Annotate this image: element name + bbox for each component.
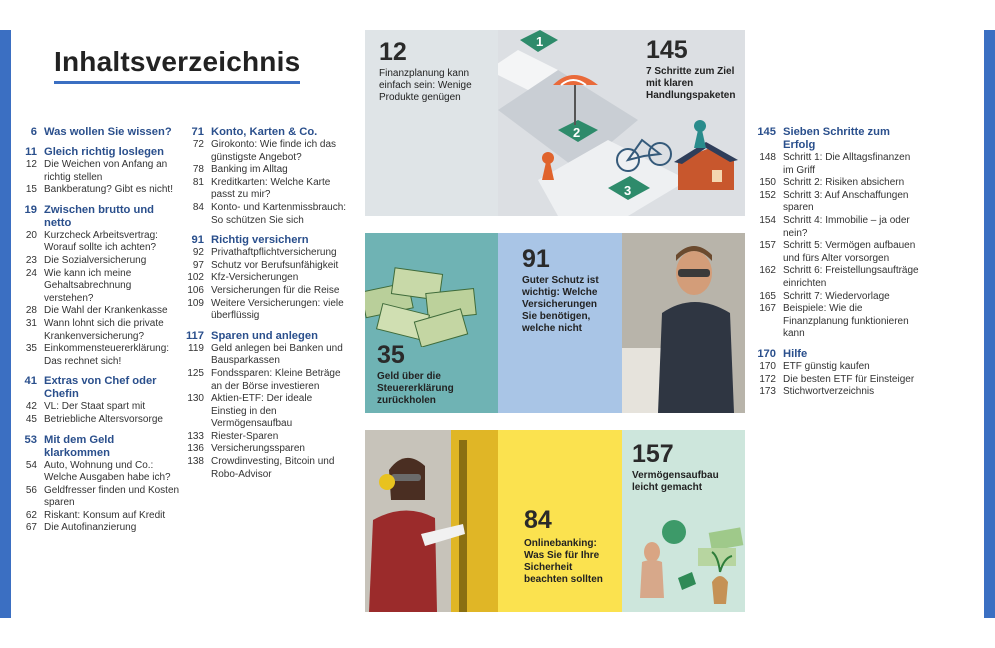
page-edge-right [984, 30, 995, 618]
toc-heading-text: Mit dem Geld klarkommen [44, 433, 115, 459]
toc-page-number: 41 [24, 375, 37, 388]
toc-entry-text: Schritt 7: Wiedervorlage [783, 290, 890, 302]
tile-145 [498, 30, 745, 216]
tile-84-caption: Onlinebanking: Was Sie für Ihre Sicherheit beachten sollten [524, 538, 603, 585]
toc-entry[interactable] [11, 255, 181, 268]
toc-entry[interactable] [750, 303, 920, 341]
toc-page-number: 133 [187, 430, 204, 442]
toc-entry[interactable] [750, 190, 920, 215]
toc-page-number: 97 [192, 259, 204, 271]
toc-entry-text: Die Sozialversicherung [44, 254, 147, 266]
toc-entry[interactable] [178, 298, 350, 323]
toc-entry[interactable] [11, 510, 181, 523]
toc-page-number: 92 [192, 247, 204, 259]
toc-entry[interactable] [11, 268, 181, 306]
toc-entry-text: Bankberatung? Gibt es nicht! [44, 184, 173, 196]
toc-page-number: 67 [25, 522, 37, 534]
toc-entry[interactable] [11, 522, 181, 535]
toc-page-number: 24 [25, 267, 37, 279]
toc-page-number: 42 [25, 401, 37, 413]
toc-entry[interactable] [178, 443, 350, 456]
toc-entry[interactable] [178, 164, 350, 177]
tile-157-caption: Vermögensaufbau leicht gemacht [632, 470, 719, 493]
toc-entry-text: Schritt 6: Freistellungsaufträge einrichten [783, 265, 919, 289]
toc-entry[interactable] [178, 456, 350, 481]
toc-page-number: 91 [191, 234, 204, 247]
toc-entry-text: Kreditkarten: Welche Karte passt zu mir? [211, 176, 331, 201]
toc-page-number: 53 [24, 433, 37, 446]
toc-entry-text: Geld anlegen bei Banken und Bausparkassen [211, 342, 343, 367]
tile-12 [365, 30, 498, 216]
toc-section [11, 204, 181, 369]
tile-84-number: 84 [524, 506, 552, 534]
toc-page-number: 102 [187, 272, 204, 284]
toc-heading-text: Extras von Chef oder Chefin [44, 375, 157, 401]
tile-12-number: 12 [379, 38, 407, 66]
toc-page-number: 119 [188, 342, 204, 354]
tile-12-caption: Finanzplanung kann einfach sein: Wenige Produkte genügen [379, 68, 472, 103]
toc-page-number: 117 [185, 329, 204, 342]
toc-heading-text: Was wollen Sie wissen? [44, 126, 172, 138]
toc-entry[interactable] [178, 272, 350, 285]
toc-entry[interactable] [178, 368, 350, 393]
toc-page-number: 170 [757, 347, 776, 360]
toc-entry[interactable] [178, 431, 350, 444]
toc-entry-text: Aktien-ETF: Der ideale Einstieg in den Vermögensaufbau [211, 393, 313, 430]
toc-entry[interactable] [11, 414, 181, 427]
toc-entry[interactable] [750, 374, 920, 387]
toc-page-number: 12 [25, 159, 37, 170]
toc-entry-text: Schritt 5: Vermögen aufbauen und fürs Alter vorsorgen [783, 240, 916, 264]
toc-page-number: 11 [25, 146, 37, 158]
toc-entry-text: ETF günstig kaufen [783, 360, 870, 372]
toc-entry[interactable] [750, 291, 920, 304]
toc-section [178, 126, 350, 227]
toc-entry[interactable] [11, 230, 181, 255]
toc-section [11, 434, 181, 536]
toc-page-number: 150 [759, 177, 776, 189]
toc-section-heading[interactable] [11, 204, 181, 230]
toc-column-1 [11, 126, 181, 542]
toc-heading-text: Sieben Schritte zum Erfolg [783, 126, 890, 151]
tile-157 [622, 430, 745, 612]
toc-entry-text: Schritt 4: Immobilie – ja oder nein? [783, 214, 910, 239]
toc-entry-text: Schritt 3: Auf Anschaffungen sparen [783, 189, 909, 214]
toc-section [11, 375, 181, 426]
toc-page-number: 62 [25, 509, 37, 521]
toc-page-number: 6 [30, 126, 37, 138]
toc-entry-text: Crowdinvesting, Bitcoin und Robo-Advisor [211, 456, 335, 480]
toc-entry[interactable] [750, 215, 920, 240]
toc-page-number: 145 [757, 126, 776, 138]
toc-entry[interactable] [750, 361, 920, 374]
toc-column-2 [178, 126, 350, 488]
board-game-illustration [498, 30, 745, 216]
toc-page-number: 23 [25, 254, 37, 266]
tile-35-number: 35 [377, 341, 405, 369]
toc-section [178, 330, 350, 482]
toc-entry[interactable] [178, 247, 350, 260]
toc-section [11, 126, 181, 139]
toc-page-number: 167 [759, 303, 776, 315]
toc-entry[interactable] [178, 139, 350, 164]
toc-entry-text: Kurzcheck Arbeitsvertrag: Worauf sollte ich achten? [44, 229, 158, 254]
page-edge-left [0, 30, 11, 618]
toc-page-number: 162 [759, 265, 776, 277]
toc-section-heading[interactable] [11, 146, 181, 159]
toc-page-number: 72 [192, 139, 204, 150]
industrial-worker-photo [365, 430, 498, 612]
tile-35 [365, 233, 498, 413]
toc-section [178, 234, 350, 323]
toc-page-number: 71 [191, 126, 204, 138]
tile-91-caption: Guter Schutz ist wichtig: Welche Versicherungen Sie benötigen, welche nicht [522, 275, 599, 334]
toc-section-heading[interactable] [178, 330, 350, 343]
toc-entry-text: Banking im Alltag [211, 164, 288, 176]
toc-section-heading[interactable] [750, 126, 920, 152]
toc-entry-text: Stichwortverzeichnis [783, 386, 875, 398]
tile-157-number: 157 [632, 440, 674, 468]
toc-page-number: 28 [25, 305, 37, 317]
toc-page-number: 20 [25, 229, 37, 241]
toc-page-number: 138 [187, 456, 204, 468]
toc-entry-text: Geldfresser finden und Kosten sparen [44, 484, 180, 509]
toc-entry-text: Beispiele: Wie die Finanzplanung funktionieren kann [783, 303, 909, 340]
toc-heading-text: Richtig versichern [211, 234, 309, 247]
toc-page-number: 136 [187, 443, 204, 455]
board-square-1: 1 [536, 34, 544, 49]
toc-page-number: 170 [759, 360, 776, 372]
toc-entry-text: Schritt 2: Risiken absichern [783, 177, 905, 189]
toc-page-number: 106 [187, 284, 204, 296]
toc-entry-text: VL: Der Staat spart mit [44, 401, 146, 413]
toc-entry[interactable] [178, 343, 350, 368]
toc-entry-text: Privathaftpflichtversicherung [211, 247, 337, 259]
toc-page-number: 173 [759, 386, 776, 398]
toc-entry-text: Wann lohnt sich die private Krankenversicherung? [44, 317, 164, 342]
toc-page-number: 84 [192, 201, 204, 213]
toc-entry-text: Versicherungen für die Reise [211, 284, 340, 296]
toc-page-number: 78 [192, 164, 204, 176]
toc-entry-text: Riester-Sparen [211, 430, 279, 442]
toc-entry-text: Betriebliche Altersvorsorge [44, 413, 163, 425]
toc-page-number: 56 [25, 484, 37, 496]
toc-entry-text: Wie kann ich meine Gehaltsabrechnung verstehen? [44, 267, 132, 304]
toc-entry-text: Riskant: Konsum auf Kredit [44, 509, 166, 521]
savings-photo [622, 512, 745, 612]
toc-section-heading[interactable] [750, 348, 920, 361]
toc-entry-text: Die besten ETF für Einsteiger [783, 373, 915, 385]
toc-page-number: 130 [187, 393, 204, 405]
toc-page-number: 165 [759, 290, 776, 302]
toc-section [11, 146, 181, 197]
toc-entry[interactable] [11, 305, 181, 318]
toc-page-number: 81 [192, 176, 204, 188]
toc-entry-text: Auto, Wohnung und Co.: Welche Ausgaben habe ich? [44, 459, 171, 484]
house-icon [674, 142, 738, 190]
board-square-2: 2 [573, 125, 581, 140]
toc-page-number: 148 [759, 152, 776, 163]
toc-page-number: 157 [759, 240, 776, 252]
toc-page-number: 15 [25, 184, 37, 196]
toc-entry[interactable] [750, 152, 920, 177]
toc-page-number: 152 [759, 189, 776, 201]
toc-page-number: 45 [25, 413, 37, 425]
toc-page-number: 172 [759, 373, 776, 385]
toc-entry-text: Schritt 1: Die Alltagsfinanzen im Griff [783, 152, 911, 176]
toc-heading-text: Gleich richtig loslegen [44, 146, 164, 158]
toc-entry[interactable] [11, 159, 181, 184]
page-title: Inhaltsverzeichnis [54, 46, 300, 84]
toc-entry-text: Versicherungssparen [211, 443, 305, 455]
mechanic-photo [622, 233, 745, 413]
toc-section-heading[interactable] [11, 434, 181, 460]
toc-section-heading[interactable] [11, 126, 181, 139]
board-square-3: 3 [624, 183, 632, 198]
toc-entry-text: Schutz vor Berufsunfähigkeit [211, 259, 339, 271]
toc-entry-text: Konto- und Kartenmissbrauch: So schützen Sie sich [211, 201, 347, 226]
tile-35-caption: Geld über die Steuererklärung zurückholen [377, 371, 454, 406]
toc-page-number: 54 [25, 459, 37, 471]
banknote-stack-image [365, 247, 490, 347]
tile-91 [498, 233, 622, 413]
tile-145-caption: 7 Schritte zum Ziel mit klaren Handlungspaketen [646, 66, 736, 101]
toc-entry[interactable] [750, 265, 920, 290]
toc-heading-text: Zwischen brutto und netto [44, 203, 155, 229]
toc-entry[interactable] [11, 460, 181, 485]
tile-91-number: 91 [522, 245, 550, 273]
toc-entry[interactable] [11, 343, 181, 368]
toc-section-heading[interactable] [178, 234, 350, 247]
toc-entry[interactable] [178, 285, 350, 298]
toc-page-number: 109 [187, 297, 204, 309]
toc-page-number: 19 [24, 203, 37, 216]
toc-entry-text: Einkommensteuererklärung: Das rechnet sich! [44, 343, 170, 367]
toc-section [750, 126, 920, 341]
toc-entry[interactable] [11, 184, 181, 197]
toc-entry-text: Fondssparen: Kleine Beträge an der Börse investieren [211, 367, 341, 392]
toc-entry-text: Girokonto: Wie finde ich das günstigste Angebot? [211, 139, 337, 163]
toc-page-number: 154 [759, 214, 776, 226]
toc-page-number: 31 [25, 317, 37, 329]
toc-heading-text: Konto, Karten & Co. [211, 126, 318, 138]
tile-84 [498, 430, 622, 612]
toc-entry[interactable] [11, 318, 181, 343]
toc-entry[interactable] [178, 177, 350, 202]
toc-entry-text: Weitere Versicherungen: viele überflüssig [211, 297, 344, 322]
toc-heading-text: Sparen und anlegen [211, 329, 318, 342]
toc-entry-text: Die Weichen von Anfang an richtig stellen [44, 159, 168, 183]
toc-entry[interactable] [178, 260, 350, 273]
toc-entry[interactable] [750, 240, 920, 265]
toc-page-number: 125 [187, 367, 204, 379]
toc-entry[interactable] [178, 393, 350, 431]
toc-heading-text: Hilfe [783, 347, 808, 360]
tile-145-number: 145 [646, 36, 688, 64]
toc-entry[interactable] [178, 202, 350, 227]
toc-entry-text: Die Autofinanzierung [44, 522, 137, 534]
toc-entry[interactable] [11, 485, 181, 510]
toc-entry-text: Kfz-Versicherungen [211, 272, 299, 284]
toc-entry[interactable] [11, 401, 181, 414]
toc-page-number: 35 [25, 343, 37, 355]
toc-entry[interactable] [750, 386, 920, 399]
toc-entry-text: Die Wahl der Krankenkasse [44, 305, 168, 317]
toc-entry[interactable] [750, 177, 920, 190]
toc-section-heading[interactable] [178, 126, 350, 139]
toc-section-heading[interactable] [11, 375, 181, 401]
toc-column-3 [750, 126, 920, 406]
toc-section [750, 348, 920, 399]
